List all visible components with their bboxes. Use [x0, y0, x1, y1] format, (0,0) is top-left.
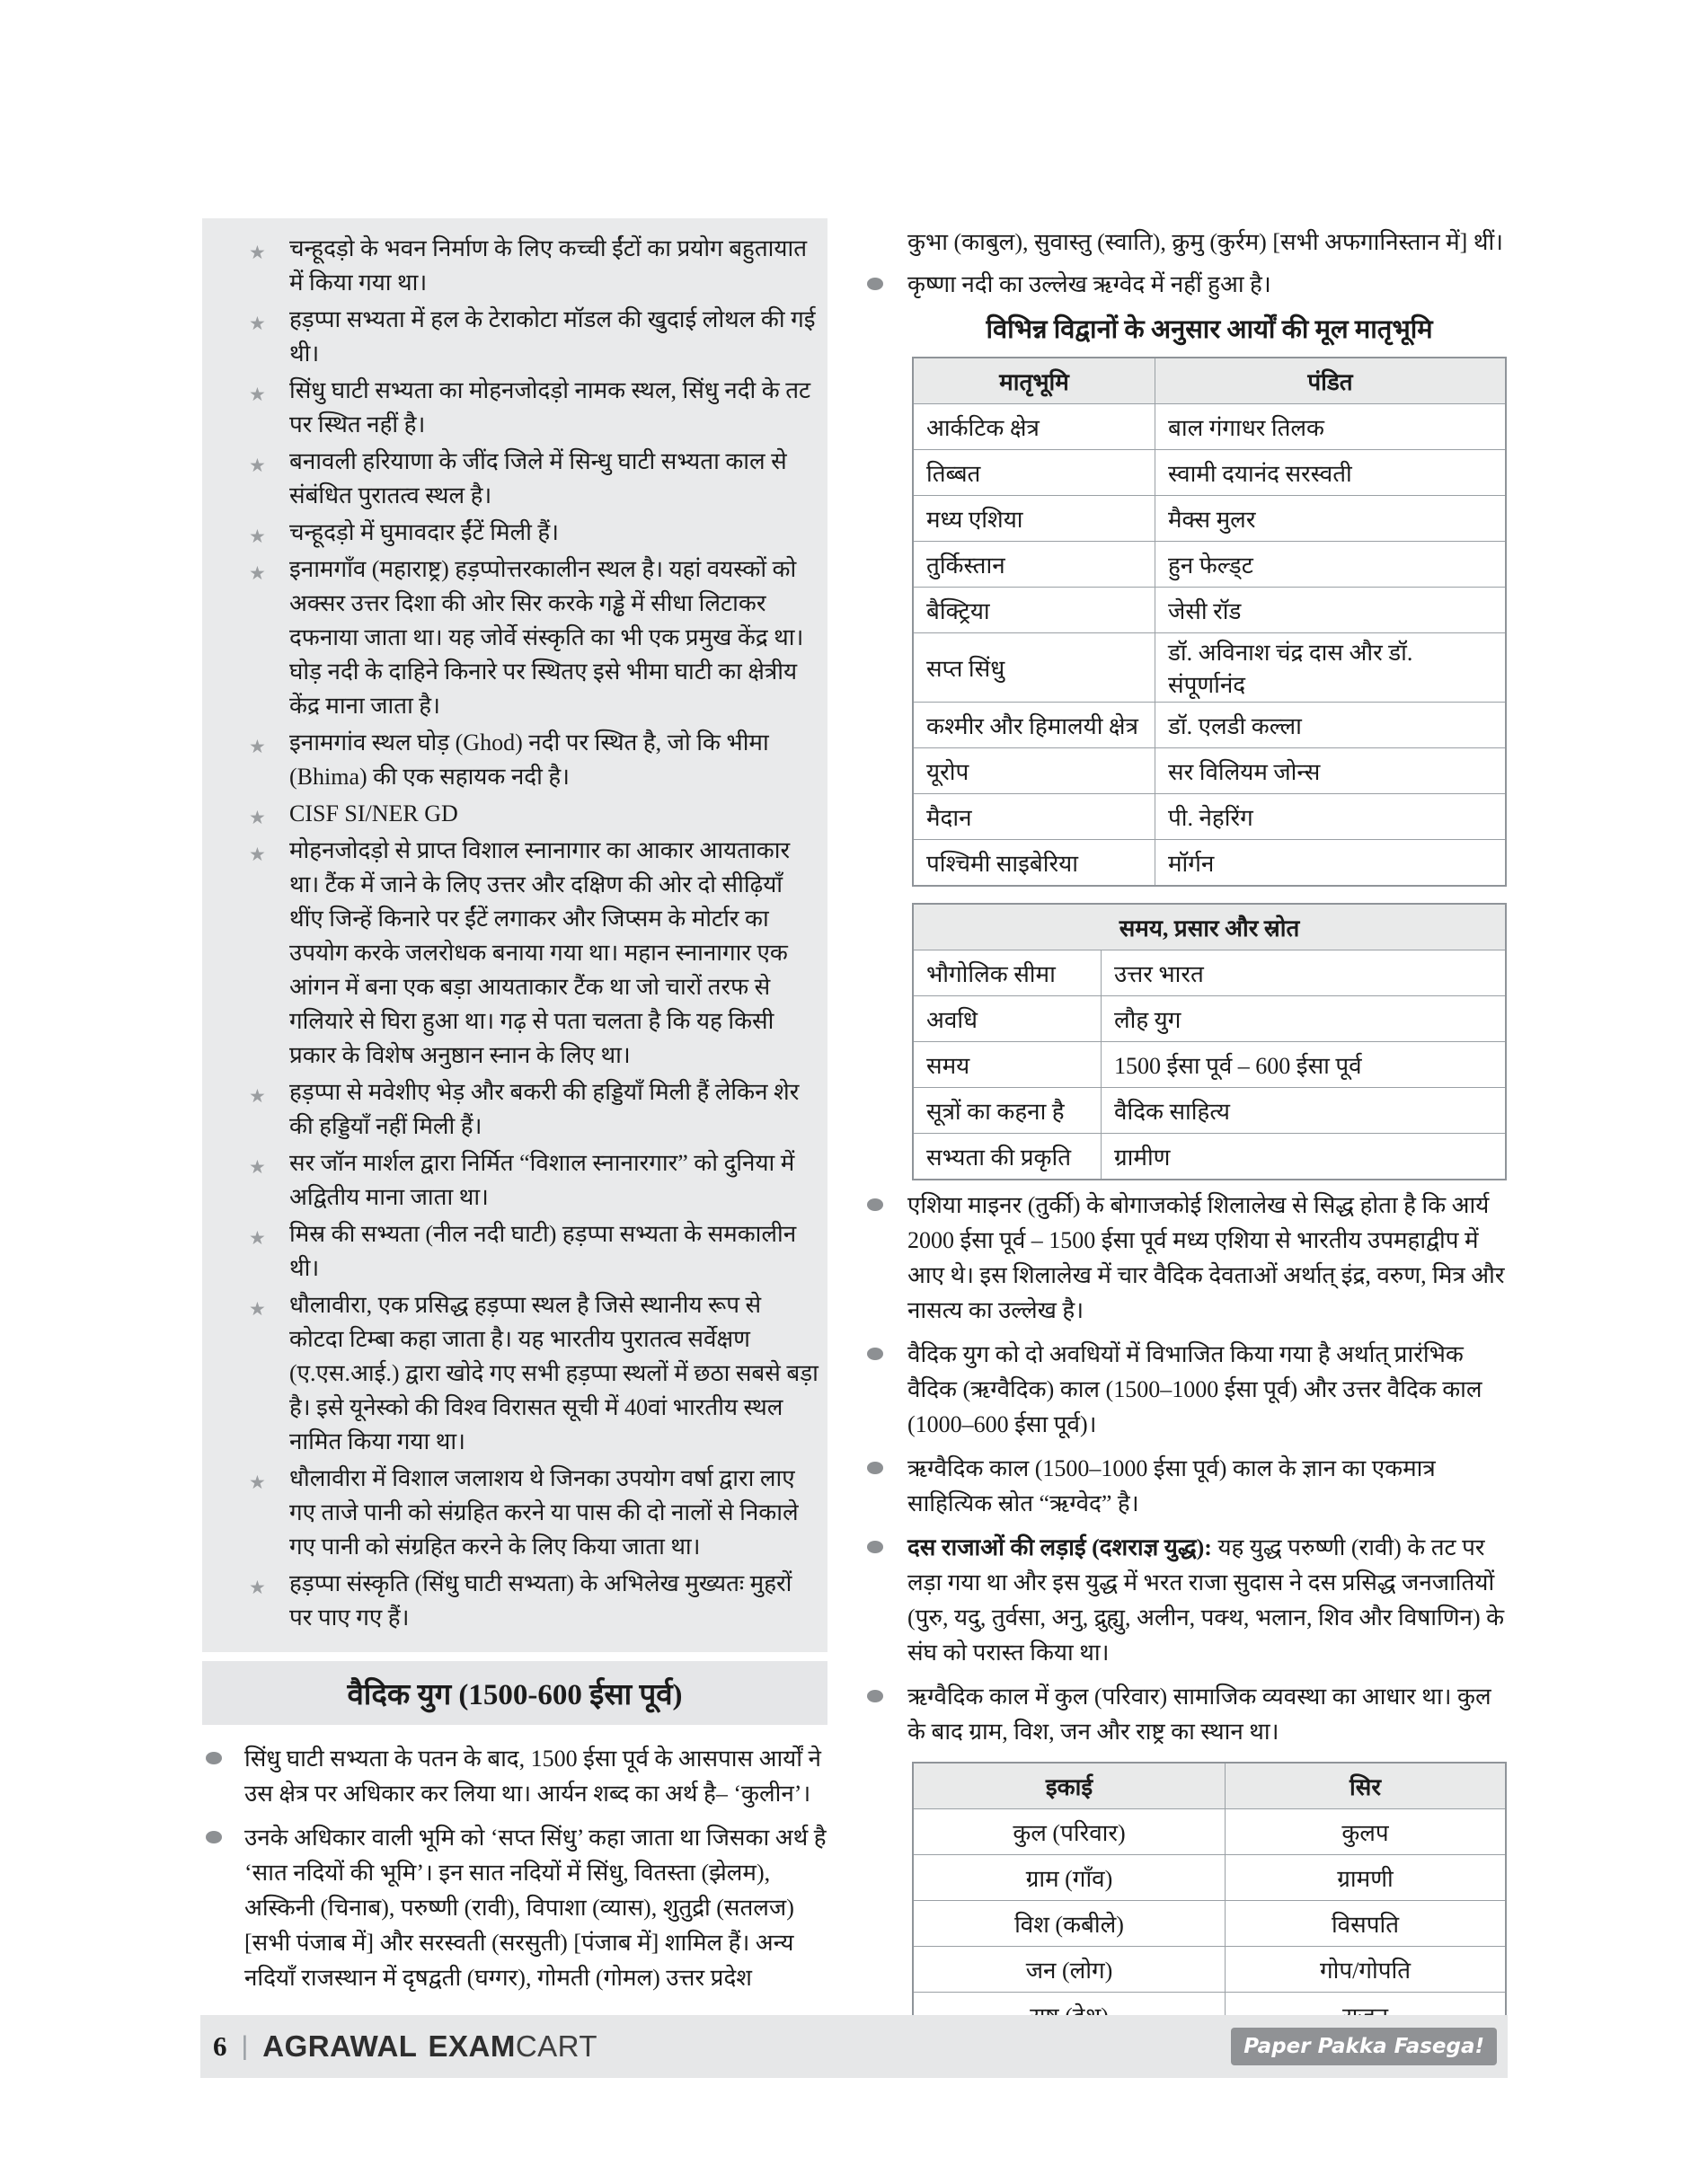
list-item-text: CISF SI/NER GD: [289, 800, 458, 827]
list-item: [867, 1188, 1507, 1328]
list-item-text: एशिया माइनर (तुर्की) के बोगाजकोई शिलालेख से सिद्ध होता है कि आर्य 2000 ईसा पूर्व – 1500 ईसा पूर्व मध्य एशिया से भारतीय उपमहाद्वीप में आए थे। इस शिलालेख में चार वैदिक देवताओं अर्थात् इंद्र, वरुण, मित्र और नासत्य का उल्लेख है।: [907, 1192, 1505, 1323]
list-item: [202, 1741, 827, 1811]
table-row: [913, 588, 1506, 633]
list-item: [202, 1146, 819, 1215]
continuation-paragraph: कुभा (काबुल), सुवास्तु (स्वाति), क्रुमु (कुर्रम) [सभी अफगानिस्तान में] थीं।: [907, 229, 1504, 255]
list-item: [202, 726, 819, 794]
list-item: [202, 1288, 819, 1459]
list-item-text: बनावली हरियाणा के जींद जिले में सिन्धु घाटी सभ्यता काल से संबंधित पुरातत्व स्थल है।: [289, 448, 787, 508]
table-cell: तिब्बत: [913, 450, 1155, 496]
table-cell: कुल (परिवार): [913, 1809, 1226, 1855]
table-header-row: [913, 358, 1506, 404]
list-item: [867, 267, 1507, 302]
dot-bullet-icon: [206, 1752, 222, 1764]
vedic-intro-list: [202, 1741, 827, 1995]
column-header: मातृभूमि: [913, 358, 1155, 404]
table-cell: मध्य एशिया: [913, 496, 1155, 542]
list-item-text: ऋग्वैदिक काल में कुल (परिवार) सामाजिक व्यवस्था का आधार था। कुल के बाद ग्राम, विश, जन और राष्ट्र का स्थान था।: [907, 1684, 1491, 1745]
list-item: [867, 1451, 1507, 1521]
table-row: [913, 450, 1506, 496]
list-item-text: कृष्णा नदी का उल्लेख ऋग्वेद में नहीं हुआ है।: [907, 271, 1271, 297]
star-bullet-icon: ★: [249, 1472, 266, 1493]
list-item-text: हड़प्पा सभ्यता में हल के टेराकोटा मॉडल की खुदाई लोथल की गई थी।: [289, 306, 816, 367]
left-column: [202, 218, 827, 2004]
list-item: [202, 303, 819, 371]
table-cell: डॉ. अविनाश चंद्र दास और डॉ. संपूर्णानंद: [1155, 633, 1507, 703]
star-bullet-icon: ★: [249, 526, 266, 547]
star-bullet-icon: ★: [249, 1085, 266, 1107]
table-cell: ग्राम (गाँव): [913, 1855, 1226, 1901]
table-row: [913, 1042, 1506, 1088]
section-heading-vedic-era: वैदिक युग (1500-600 ईसा पूर्व): [202, 1661, 827, 1725]
table-cell: मैदान: [913, 794, 1155, 840]
table-cell: बाल गंगाधर तिलक: [1155, 404, 1507, 450]
list-item-text: सिंधु घाटी सभ्यता का मोहनजोदड़ो नामक स्थल, सिंधु नदी के तट पर स्थित नहीं है।: [289, 377, 811, 438]
table-row: [913, 996, 1506, 1042]
star-bullet-icon: ★: [249, 1298, 266, 1320]
list-item-text: वैदिक युग को दो अवधियों में विभाजित किया गया है अर्थात् प्रारंभिक वैदिक (ऋग्वैदिक) काल (1500–1000 ईसा पूर्व) और उत्तर वैदिक काल (1000–600 ईसा पूर्व)।: [907, 1341, 1482, 1437]
table-row: [913, 950, 1506, 996]
table-row: [913, 1901, 1506, 1947]
table-cell: विसपति: [1226, 1901, 1507, 1947]
table-row: [913, 496, 1506, 542]
dot-bullet-icon: [867, 1198, 883, 1211]
table-cell: जेसी रॉड: [1155, 588, 1507, 633]
table-row: [913, 404, 1506, 450]
star-bullet-icon: ★: [249, 844, 266, 865]
table-cell: जन (लोग): [913, 1947, 1226, 1993]
list-item: [867, 1679, 1507, 1749]
table-row: [913, 1134, 1506, 1180]
list-item: [867, 1337, 1507, 1442]
dot-bullet-icon: [867, 1348, 883, 1360]
list-item-text: चन्हूदड़ो के भवन निर्माण के लिए कच्ची ईंटों का प्रयोग बहुतायात में किया गया था।: [289, 235, 808, 296]
motherland-table-heading: विभिन्न विद्वानों के अनुसार आर्यों की मूल मातृभूमि: [986, 315, 1433, 344]
dot-bullet-icon: [867, 1541, 883, 1553]
table-cell: ग्रामणी: [1226, 1855, 1507, 1901]
list-item-text: सर जॉन मार्शल द्वारा निर्मित “विशाल स्नानारगार” को दुनिया में अद्वितीय माना जाता था।: [289, 1150, 795, 1210]
list-item: [202, 553, 819, 723]
table-row: [913, 794, 1506, 840]
list-item-text: मोहनजोदड़ो से प्राप्त विशाल स्नानागार का आकार आयताकार था। टैंक में जाने के लिए उत्तर और दक्षिण की ओर दो सीढ़ियाँ थींए जिन्हें किनारे पर ईंटें लगाकर और जिप्सम के मोर्टार का उपयोग करके जलरोधक बनाया गया था। महान स्नानागार एक आंगन में बना एक बड़ा आयताकार टैंक था जो चारों तरफ से गलियारे से घिरा हुआ था। गढ़ से पता चलता है कि यह किसी प्रकार के विशेष अनुष्ठान स्नान के लिए था।: [289, 837, 791, 1068]
table-cell: उत्तर भारत: [1102, 950, 1507, 996]
motherland-table: [912, 357, 1507, 887]
list-item-text: हड़प्पा से मवेशीए भेड़ और बकरी की हड्डियाँ मिली हैं लेकिन शेर की हड्डियाँ नहीं मिली हैं।: [289, 1079, 800, 1139]
table-cell: सूत्रों का कहना है: [913, 1088, 1102, 1134]
star-bullet-icon: ★: [249, 807, 266, 828]
table-cell: आर्कटिक क्षेत्र: [913, 404, 1155, 450]
dot-bullet-icon: [867, 1690, 883, 1702]
star-bullet-icon: ★: [249, 1156, 266, 1178]
list-item: [202, 797, 819, 831]
column-header: सिर: [1226, 1763, 1507, 1809]
table-cell: कुलप: [1226, 1809, 1507, 1855]
table-cell: ग्रामीण: [1102, 1134, 1507, 1180]
dot-bullet-icon: [867, 278, 883, 290]
dot-bullet-icon: [206, 1831, 222, 1843]
table-cell: यूरोप: [913, 748, 1155, 794]
list-item: [202, 232, 819, 300]
tagline-badge: Paper Pakka Fasega!: [1231, 2028, 1497, 2065]
list-item: [202, 1820, 827, 1995]
vedic-facts-list: [867, 1188, 1507, 1749]
table-title: समय, प्रसार और स्रोत: [913, 904, 1506, 950]
list-item: [202, 374, 819, 442]
list-item-text: सिंधु घाटी सभ्यता के पतन के बाद, 1500 ईसा पूर्व के आसपास आर्यों ने उस क्षेत्र पर अधिकार कर लिया था। आर्यन शब्द का अर्थ है– ‘कुलीन’।: [244, 1746, 821, 1807]
table-cell: सर विलियम जोन्स: [1155, 748, 1507, 794]
list-item-text: इनामगांव स्थल घोड़ (Ghod) नदी पर स्थित है, जो कि भीमा (Bhima) की एक सहायक नदी है।: [289, 729, 769, 790]
table-cell: तुर्किस्तान: [913, 542, 1155, 588]
list-item: [202, 1075, 819, 1144]
list-item-text: ऋग्वैदिक काल (1500–1000 ईसा पूर्व) काल के ज्ञान का एकमात्र साहित्यिक स्रोत “ऋग्वेद” है।: [907, 1455, 1436, 1516]
table-cell: वैदिक साहित्य: [1102, 1088, 1507, 1134]
table-cell: भौगोलिक सीमा: [913, 950, 1102, 996]
list-item: [202, 445, 819, 513]
star-bullet-icon: ★: [249, 1227, 266, 1249]
list-item: [202, 1462, 819, 1564]
list-item: [867, 1530, 1507, 1670]
table-cell: 1500 ईसा पूर्व – 600 ईसा पूर्व: [1102, 1042, 1507, 1088]
time-spread-source-table: [912, 903, 1507, 1180]
table-cell: समय: [913, 1042, 1102, 1088]
right-column: [867, 225, 1507, 2039]
table-row: [913, 748, 1506, 794]
table-row: [913, 1809, 1506, 1855]
list-item-text: यह युद्ध परुष्णी (रावी) के तट पर लड़ा गया था और इस युद्ध में भरत राजा सुदास ने दस प्रसिद्ध जनजातियों (पुरु, यदु, तुर्वसा, अनु, द्रुह्यु, अलीन, पक्थ, भलान, शिव और विषाणिन) के संघ को परास्त किया था।: [907, 1534, 1505, 1666]
publisher-logo: [262, 2029, 597, 2064]
krishna-note-list: [867, 267, 1507, 302]
star-bullet-icon: ★: [249, 242, 266, 263]
page-footer: [200, 2015, 1508, 2078]
brand-cart: CART: [515, 2029, 598, 2063]
list-item-text: मिस्र की सभ्यता (नील नदी घाटी) हड़प्पा सभ्यता के समकालीन थी।: [289, 1221, 797, 1281]
footer-separator: |: [241, 2031, 249, 2061]
social-unit-table: [912, 1762, 1507, 2039]
table-row: [913, 1947, 1506, 1993]
list-item: [202, 1567, 819, 1635]
list-item-text: इनामगाँव (महाराष्ट्र) हड़प्पोत्तरकालीन स्थल है। यहां वयस्कों को अक्सर उत्तर दिशा की ओर सिर करके गड्ढे में सीधा लिटाकर दफनाया जाता था। यह जोर्वे संस्कृति का भी एक प्रमुख केंद्र था। घोड़ नदी के दाहिने किनारे पर स्थितए इसे भीमा घाटी का क्षेत्रीय केंद्र माना जाता है।: [289, 556, 804, 719]
star-bullet-icon: ★: [249, 1577, 266, 1598]
table-row: [913, 1088, 1506, 1134]
table-cell: मॉर्गन: [1155, 840, 1507, 887]
table-cell: हुन फेल्ड्ट: [1155, 542, 1507, 588]
list-item-text: हड़प्पा संस्कृति (सिंधु घाटी सभ्यता) के अभिलेख मुख्यतः मुहरों पर पाए गए हैं।: [289, 1570, 792, 1631]
page-number: 6: [213, 2030, 227, 2062]
list-item-text: धौलावीरा में विशाल जलाशय थे जिनका उपयोग वर्षा द्वारा लाए गए ताजे पानी को संग्रहित करने या पास की दो नालों से निकाले गए पानी को संग्रहित करने के लिए किया जाता था।: [289, 1465, 799, 1560]
table-cell: विश (कबीले): [913, 1901, 1226, 1947]
table-cell: सभ्यता की प्रकृति: [913, 1134, 1102, 1180]
star-bullet-icon: ★: [249, 384, 266, 405]
column-header: इकाई: [913, 1763, 1226, 1809]
list-item: [202, 834, 819, 1073]
column-header: पंडित: [1155, 358, 1507, 404]
star-bullet-icon: ★: [249, 455, 266, 476]
table-cell: स्वामी दयानंद सरस्वती: [1155, 450, 1507, 496]
table-cell: पश्चिमी साइबेरिया: [913, 840, 1155, 887]
list-item: [202, 1217, 819, 1286]
table-header-row: [913, 1763, 1506, 1809]
list-item-text: उनके अधिकार वाली भूमि को ‘सप्त सिंधु’ कहा जाता था जिसका अर्थ है ‘सात नदियों की भूमि’। इन सात नदियों में सिंधु, वितस्ता (झेलम), अस्किनी (चिनाब), परुष्णी (रावी), विपाशा (व्यास), शुतुद्री (सतलज) [सभी पंजाब में] और सरस्वती (सरसुती) [पंजाब में] शामिल हैं। अन्य नदियाँ राजस्थान में दृषद्वती (घग्गर), गोमती (गोमल) उत्तर प्रदेश: [244, 1825, 827, 1991]
star-bullet-icon: ★: [249, 562, 266, 584]
table-cell: पी. नेहरिंग: [1155, 794, 1507, 840]
table-cell: सप्त सिंधु: [913, 633, 1155, 703]
table-row: [913, 1855, 1506, 1901]
table-row: [913, 542, 1506, 588]
list-item: [202, 516, 819, 550]
table-cell: लौह युग: [1102, 996, 1507, 1042]
table-cell: गोप/गोपति: [1226, 1947, 1507, 1993]
table-row: [913, 703, 1506, 748]
dot-bullet-icon: [867, 1462, 883, 1474]
table-row: [913, 633, 1506, 703]
table-cell: अवधि: [913, 996, 1102, 1042]
list-item-lead: दस राजाओं की लड़ाई (दशराज्ञ युद्ध):: [907, 1534, 1212, 1560]
table-cell: मैक्स मुलर: [1155, 496, 1507, 542]
list-item-text: धौलावीरा, एक प्रसिद्ध हड़प्पा स्थल है जिसे स्थानीय रूप से कोटदा टिम्बा कहा जाता है। यह भारतीय पुरातत्व सर्वेक्षण (ए.एस.आई.) द्वारा खोदे गए सभी हड़प्पा स्थलों में छठा सबसे बड़ा है। इसे यूनेस्को की विश्व विरासत सूची में 40वां भारतीय स्थल नामित किया गया था।: [289, 1292, 819, 1454]
star-bullet-list: [202, 232, 819, 1635]
table-row: [913, 840, 1506, 887]
table-cell: कश्मीर और हिमालयी क्षेत्र: [913, 703, 1155, 748]
table-cell: डॉ. एलडी कल्ला: [1155, 703, 1507, 748]
brand-exam: EXAM: [428, 2029, 516, 2063]
harappa-notes-box: [202, 218, 827, 1652]
table-cell: बैक्ट्रिया: [913, 588, 1155, 633]
star-bullet-icon: ★: [249, 313, 266, 334]
brand-agrawal: AGRAWAL: [262, 2029, 418, 2063]
table-title-row: [913, 904, 1506, 950]
list-item-text: चन्हूदड़ो में घुमावदार ईंटें मिली हैं।: [289, 519, 560, 545]
star-bullet-icon: ★: [249, 736, 266, 757]
